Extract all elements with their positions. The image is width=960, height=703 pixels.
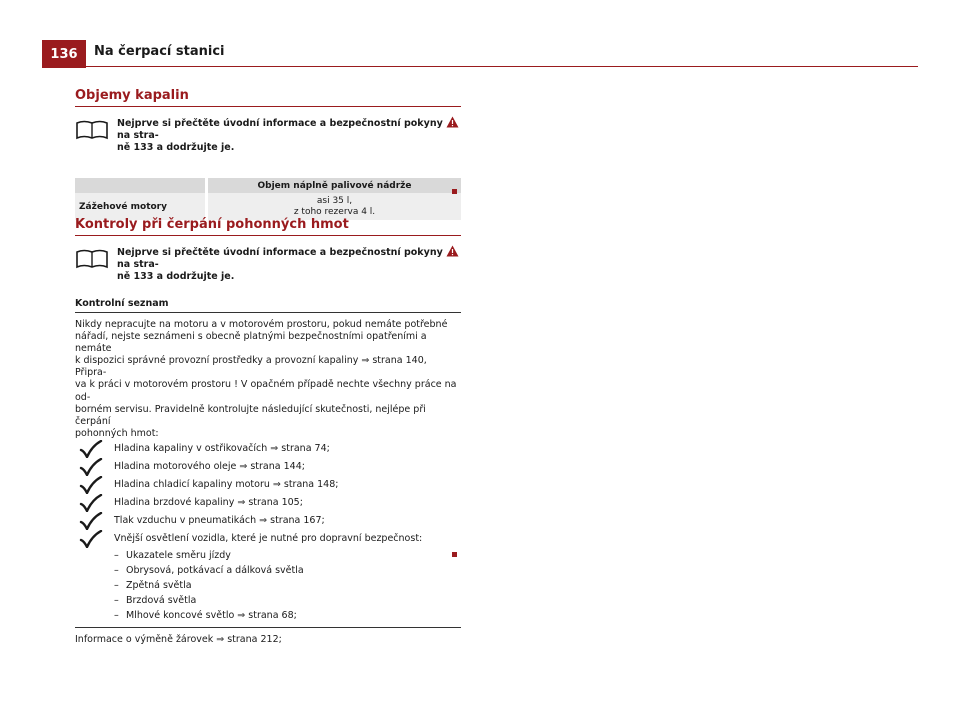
checklist-item-text: Hladina kapaliny v ostřikovačích ⇒ strana 74; [114,443,330,455]
warning-triangle-icon [446,245,459,257]
table-row [75,193,461,220]
paragraph-line: pohonných hmot: [75,427,159,439]
tank-capacity-line1: asi 35 l, [316,195,353,206]
list-item [75,476,461,494]
safety-note [75,116,461,154]
footnote-rule [75,627,461,628]
note-text-page-ref-end: ně 133 a dodržujte je. [117,271,235,282]
intro-paragraph [75,319,461,440]
book-icon [75,248,109,270]
checklist-item-text: Hladina brzdové kapaliny ⇒ strana 105; [114,497,303,509]
paragraph-line: va k práci v motorovém prostoru ! V opačném případě nechte všechny práce na od- [75,379,457,403]
chapter-title: Na čerpací stanici [94,44,225,59]
paragraph-line: k dispozici správné provozní prostředky a provozní kapaliny ⇒ strana 140, Připra- [75,355,427,379]
list-item [75,440,461,458]
checkmark-icon [79,512,103,530]
note-text-main: Nejprve si přečtěte úvodní informace a bezpečnostní pokyny [117,247,443,258]
list-item [75,530,461,548]
list-item: – Zpětná světla [114,579,192,591]
header-rule [86,66,918,67]
checkmark-icon [79,530,103,548]
checklist-heading: Kontrolní seznam [75,298,461,313]
section-fluid-volumes [75,88,461,220]
checklist-item-text: Vnější osvětlení vozidla, které je nutné pro dopravní bezpečnost: [114,533,423,545]
checklist-item-text: Tlak vzduchu v pneumatikách ⇒ strana 167; [114,515,325,527]
lighting-sublist [75,548,461,623]
list-item [75,494,461,512]
paragraph-line: nářadí, nejste seznámeni s obecně platnými bezpečnostními opatřeními a nemáte [75,331,427,355]
footnote: Informace o výměně žárovek ⇒ strana 212; [75,633,282,645]
end-of-section-marker [452,552,457,557]
list-item [75,512,461,530]
paragraph-line: Nikdy nepracujte na motoru a v motorovém prostoru, pokud nemáte potřebné [75,319,448,330]
warning-triangle-icon [446,116,459,128]
note-text-page-ref-end: ně 133 a dodržujte je. [117,142,235,153]
checkmark-icon [79,440,103,458]
checklist-item-text: Hladina chladicí kapaliny motoru ⇒ strana 148; [114,479,339,491]
sublist-item-text: Zpětná světla [126,579,192,591]
paragraph-line: borném servisu. Pravidelně kontrolujte následující skutečnosti, nejlépe při čerpání [75,403,426,427]
checklist-item-text: Hladina motorového oleje ⇒ strana 144; [114,461,305,473]
note-text-page-ref: na stra- [117,259,159,270]
sublist-item-text: Mlhové koncové světlo ⇒ strana 68; [126,609,297,621]
tank-capacity-value [207,193,462,220]
note-text-page-ref: na stra- [117,130,159,141]
list-item: – Mlhové koncové světlo ⇒ strana 68; [114,609,297,621]
checkmark-icon [79,494,103,512]
list-item: – Brzdová světla [114,594,197,606]
tank-capacity-line2: z toho rezerva 4 l. [293,206,376,217]
checklist [75,440,461,548]
fuel-tank-table [75,178,461,220]
section-fuel-checks [75,217,461,645]
sublist-item-text: Ukazatele směru jízdy [126,549,231,561]
safety-note-text [117,116,461,154]
page-number: 136 [42,40,86,68]
safety-note [75,245,461,283]
section-title-fuel-checks: Kontroly při čerpání pohonných hmot [75,217,461,236]
list-item: – Ukazatele směru jízdy [114,549,231,561]
checkmark-icon [79,458,103,476]
end-of-section-marker [452,189,457,194]
section-title-fluid-volumes: Objemy kapalin [75,88,461,107]
list-item [75,458,461,476]
note-text-main: Nejprve si přečtěte úvodní informace a bezpečnostní pokyny [117,118,443,129]
list-item: – Obrysová, potkávací a dálková světla [114,564,304,576]
book-icon [75,119,109,141]
table-header-empty [75,178,207,193]
sublist-item-text: Obrysová, potkávací a dálková světla [126,564,304,576]
row-label-petrol-engines: Zážehové motory [75,193,207,220]
table-header-capacity: Objem náplně palivové nádrže [207,178,462,193]
sublist-item-text: Brzdová světla [126,594,197,606]
checkmark-icon [79,476,103,494]
safety-note-text [117,245,461,283]
